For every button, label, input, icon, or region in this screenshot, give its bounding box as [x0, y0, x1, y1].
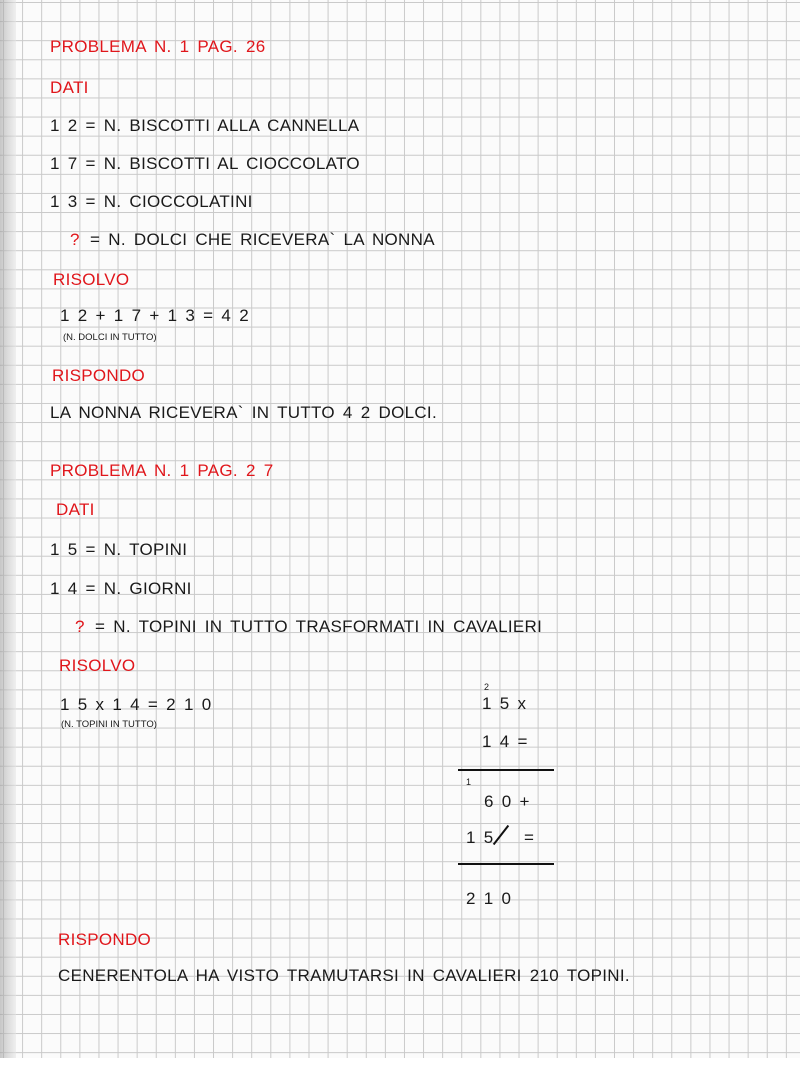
problem1-rispondo-label: RISPONDO: [52, 366, 146, 385]
column-partial2: 1 5: [466, 828, 494, 847]
problem1-question-text: = N. DOLCI CHE RICEVERA` LA NONNA: [90, 230, 435, 249]
problem1-data-line: 1 2 = N. BISCOTTI ALLA CANNELLA: [50, 116, 360, 135]
problem2-question-mark: ?: [75, 617, 85, 636]
problem2-calc-note: (N. TOPINI IN TUTTO): [61, 719, 157, 730]
problem2-rispondo-label: RISPONDO: [58, 930, 152, 949]
problem1-risolvo-label: RISOLVO: [53, 270, 130, 289]
column-divider-line: [458, 863, 554, 865]
problem2-question-text: = N. TOPINI IN TUTTO TRASFORMATI IN CAVALIERI: [95, 617, 543, 636]
column-carry-top: 2: [484, 682, 490, 692]
problem1-data-line: 1 3 = N. CIOCCOLATINI: [50, 192, 253, 211]
problem2-calculation: 1 5 x 1 4 = 2 1 0: [60, 695, 212, 714]
problem2-data-line: 1 5 = N. TOPINI: [50, 540, 188, 559]
column-result: 2 1 0: [466, 889, 512, 908]
notebook-binding-shadow: [0, 0, 16, 1058]
problem1-question-mark: ?: [70, 230, 80, 249]
problem1-data-line: 1 7 = N. BISCOTTI AL CIOCCOLATO: [50, 154, 360, 173]
problem1-title: PROBLEMA N. 1 PAG. 26: [50, 37, 266, 56]
column-carry-partial: 1: [466, 777, 472, 787]
column-partial2-equals: =: [524, 828, 535, 847]
problem2-dati-label: DATI: [56, 500, 95, 519]
problem1-calculation: 1 2 + 1 7 + 1 3 = 4 2: [60, 306, 249, 325]
column-partial1: 6 0 +: [484, 792, 530, 811]
problem1-dati-label: DATI: [50, 78, 89, 97]
column-divider-line: [458, 769, 554, 771]
problem2-title: PROBLEMA N. 1 PAG. 2 7: [50, 461, 274, 480]
problem1-answer: LA NONNA RICEVERA` IN TUTTO 4 2 DOLCI.: [50, 403, 437, 422]
column-row1: 1 5 x: [482, 694, 527, 713]
problem2-data-line: 1 4 = N. GIORNI: [50, 579, 192, 598]
page-bottom-margin: [0, 1058, 800, 1092]
problem2-answer: CENERENTOLA HA VISTO TRAMUTARSI IN CAVALIERI 210 TOPINI.: [58, 966, 630, 985]
problem1-calc-note: (N. DOLCI IN TUTTO): [63, 332, 157, 343]
column-row2: 1 4 =: [482, 732, 528, 751]
problem2-risolvo-label: RISOLVO: [59, 656, 136, 675]
